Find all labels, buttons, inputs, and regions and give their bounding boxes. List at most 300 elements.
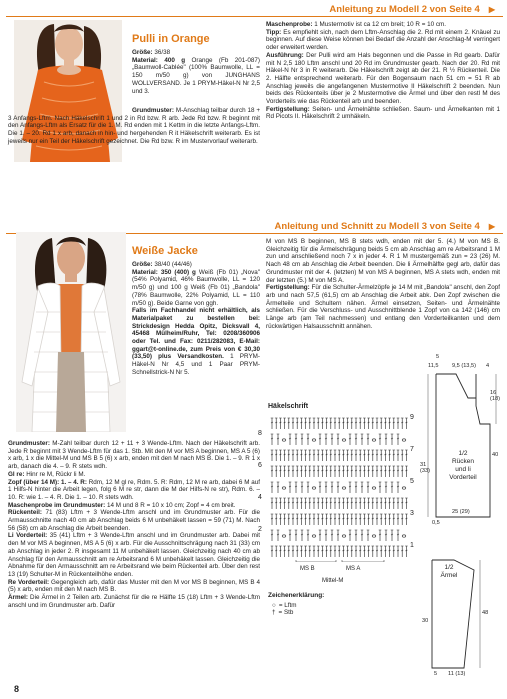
- double-crochet-mark: [405, 546, 408, 557]
- double-crochet-mark: [397, 450, 400, 461]
- double-crochet-mark: [385, 482, 388, 493]
- double-crochet-mark: [367, 546, 370, 557]
- double-crochet-mark: [283, 418, 286, 429]
- back-top-label: 4: [486, 363, 490, 369]
- double-crochet-mark: [393, 466, 396, 477]
- s1c2-finishing: Fertigstellung: Seiten- und Ärmelnähte schließen. Saum- und Ärmelkanten mit 1 Rd Picots II. Häkelschrift 2 umhäkeln.: [266, 105, 500, 121]
- double-crochet-mark: [289, 482, 292, 493]
- double-crochet-mark: [376, 546, 379, 557]
- double-crochet-mark: [325, 434, 328, 445]
- double-crochet-mark: [367, 418, 370, 429]
- chain-stitch-mark: [402, 535, 406, 537]
- double-crochet-mark: [401, 498, 404, 509]
- double-crochet-mark: [279, 418, 282, 429]
- double-crochet-mark: [307, 434, 310, 445]
- double-crochet-mark: [319, 530, 322, 541]
- double-crochet-mark: [292, 418, 295, 429]
- double-crochet-mark: [367, 498, 370, 509]
- double-crochet-mark: [292, 546, 295, 557]
- section2-title: Weiße Jacke: [132, 245, 198, 257]
- double-crochet-mark: [384, 466, 387, 477]
- double-crochet-mark: [367, 482, 370, 493]
- s2c1-order: Falls im Fachhandel nicht erhältlich, als Materialpaket zu bestellen bei: Strickdesign Hedda Opitz, Dicksvall 4, 45468 Mülheim/Ruhr, Tel: 0208/360906 oder Tel. und Fax: 0211/282083, E-Mail: ggart@t-online.de, zum Preis von € 30,30 (33,50) plus Versandkosten. 1 PRYM-Häkel-N Nr 4,5 und 1 Paar PRYM-Schnellstrick-N Nr 5.: [132, 307, 260, 376]
- double-crochet-mark: [388, 514, 391, 525]
- double-crochet-mark: [271, 530, 274, 541]
- double-crochet-mark: [363, 546, 366, 557]
- double-crochet-mark: [309, 498, 312, 509]
- double-crochet-mark: [401, 450, 404, 461]
- double-crochet-mark: [319, 434, 322, 445]
- double-crochet-mark: [275, 514, 278, 525]
- double-crochet-mark: [379, 482, 382, 493]
- s1c1-material: Material: 400 g Orange (Fb 201-087) „Baumwoll-Cablée" (100% Baumwolle, LL = 150 m/50 g) von JUNGHANS WOLLVERSAND. Je 1 PRYM-Häkel-N Nr 2,5 und 3.: [132, 56, 261, 95]
- row-label: 7: [410, 446, 414, 453]
- double-crochet-mark: [331, 434, 334, 445]
- double-crochet-mark: [325, 418, 328, 429]
- double-crochet-mark: [304, 546, 307, 557]
- double-crochet-mark: [397, 498, 400, 509]
- s2-right-front: Re Vorderteil: Gegengleich arb, dafür das Muster mit den M vor MS B beginnen, MS B 4 (5) x arb, enden mit den M nach MS B.: [8, 578, 261, 594]
- chain-stitch-mark: [282, 535, 286, 537]
- double-crochet-mark: [338, 450, 341, 461]
- double-crochet-mark: [388, 450, 391, 461]
- sleeve-piece-label: 1/2 Ärmel: [440, 564, 458, 579]
- double-crochet-mark: [359, 466, 362, 477]
- arrow-right-icon: ▶: [483, 222, 495, 231]
- s1c2-tip: Tipp: Es empfiehlt sich, nach dem Lftm-Anschlag die 2. Rd mit einem 2. Knäuel zu beginnen. Auf diese Weise können bei Bedarf die Anzahl der Anschlag-M verringert oder erweitert werden.: [266, 28, 500, 52]
- double-crochet-mark: [355, 418, 358, 429]
- double-crochet-mark: [363, 514, 366, 525]
- double-crochet-mark: [300, 546, 303, 557]
- double-crochet-mark: [346, 418, 349, 429]
- double-crochet-mark: [301, 530, 304, 541]
- double-crochet-mark: [325, 450, 328, 461]
- section1-header-text: Anleitung zu Modell 2 von Seite 4: [323, 4, 479, 15]
- row-label: 1: [410, 542, 414, 549]
- double-crochet-mark: [405, 514, 408, 525]
- page-number: 8: [14, 684, 20, 694]
- double-crochet-mark: [309, 450, 312, 461]
- double-crochet-mark: [309, 466, 312, 477]
- double-crochet-mark: [300, 466, 303, 477]
- double-crochet-mark: [372, 466, 375, 477]
- double-crochet-mark: [349, 482, 352, 493]
- row-label: 4: [258, 494, 262, 501]
- double-crochet-mark: [279, 514, 282, 525]
- double-crochet-mark: [384, 450, 387, 461]
- double-crochet-mark: [346, 546, 349, 557]
- section1-col2: [266, 21, 500, 121]
- double-crochet-mark: [351, 546, 354, 557]
- double-crochet-mark: [271, 482, 274, 493]
- row-label: 9: [410, 414, 414, 421]
- double-crochet-mark: [288, 498, 291, 509]
- chart-title: Häkelschrift: [268, 403, 309, 410]
- s2-basic-pattern: Grundmuster: M-Zahl teilbar durch 12 + 11 + 3 Wende-Lftm. Nach der Häkelschrift arb. Jede R beginnt mit 3 Wende-Lftm für das 1. Stb. Mit den M vor MS A beginnen, MS A 5 (6) x arb, 1 x die Mittel-M und MS B 5 (6) x arb, enden mit den M nach MS B. Die 1. – 9. R 1 x arb, danach die 4. – 9. R stets wdh.: [8, 440, 260, 471]
- double-crochet-mark: [359, 498, 362, 509]
- arrow-right-icon: ▶: [483, 5, 495, 14]
- double-crochet-mark: [384, 418, 387, 429]
- double-crochet-mark: [295, 434, 298, 445]
- double-crochet-mark: [363, 498, 366, 509]
- s2-cable: Zopf (über 14 M): 1. – 4. R: Rdm, 12 M gl re, Rdm. 5. R: Rdm, 12 M re arb, dabei 6 M auf 1 Hilfs-N hinter die Arbeit legen, folg 6 M re str, dann die M der Hilfs-N re str), Rdm. 6. – 10. R: wie 1. – 4. R. Die 1. – 10. R stets wdh.: [8, 478, 260, 501]
- s2c1-material: Material: 350 (400) g Weiß (Fb 01) „Nova" (54% Polyamid, 46% Baumwolle, LL = 120 m/50 g) und 100 g Weiß (Fb 01) „Bandola" (78% Baumwolle, 22% Polyamid, LL = 110 m/50 g). Beide Garne von ggh.: [132, 268, 260, 307]
- double-crochet-mark: [317, 546, 320, 557]
- sleeve-schematic-labels: [420, 550, 500, 690]
- double-crochet-mark: [275, 418, 278, 429]
- double-crochet-mark: [393, 498, 396, 509]
- double-crochet-mark: [334, 450, 337, 461]
- double-crochet-mark: [351, 466, 354, 477]
- double-crochet-mark: [330, 450, 333, 461]
- double-crochet-mark: [321, 498, 324, 509]
- row-label: 8: [258, 430, 262, 437]
- double-crochet-mark: [317, 418, 320, 429]
- double-crochet-mark: [338, 418, 341, 429]
- double-crochet-mark: [307, 530, 310, 541]
- row-label: 3: [410, 510, 414, 517]
- double-crochet-mark: [372, 498, 375, 509]
- double-crochet-mark: [330, 466, 333, 477]
- double-crochet-mark: [296, 498, 299, 509]
- double-crochet-mark: [313, 498, 316, 509]
- double-crochet-mark: [355, 546, 358, 557]
- double-crochet-mark: [397, 418, 400, 429]
- s1c1-pattern: Grundmuster: M-Anschlag teilbar durch 18 + 3 Anfangs-Lftm. Nach Häkelschrift 1 und 2 in Rd bzw. R arb. Jede Rd bzw. R beginnt mit den Anfangs-Lftm als Ersatz für die 1. M. Rd enden mit 1 Kettm in die letzte Anfangs-Lftm. Die 1. – 20. Rd 1 x arb, danach in hin- und hergehenden R it Häkelschrift weiterarb. Es ist jeweils nur ein Teil der Häkelschrift gezeichnet. Die Rd bzw. R im Mustervorlauf weiterarb.: [8, 107, 261, 145]
- double-crochet-mark: [388, 498, 391, 509]
- double-crochet-mark: [271, 434, 274, 445]
- double-crochet-mark: [309, 546, 312, 557]
- chain-stitch-mark: [402, 487, 406, 489]
- chain-stitch-mark: [342, 439, 346, 441]
- double-crochet-mark: [338, 546, 341, 557]
- double-crochet-mark: [288, 466, 291, 477]
- double-crochet-mark: [359, 450, 362, 461]
- double-crochet-mark: [391, 482, 394, 493]
- double-crochet-mark: [295, 530, 298, 541]
- double-crochet-mark: [393, 514, 396, 525]
- double-crochet-mark: [334, 546, 337, 557]
- double-crochet-mark: [342, 546, 345, 557]
- double-crochet-mark: [325, 482, 328, 493]
- double-crochet-mark: [331, 482, 334, 493]
- double-crochet-mark: [279, 498, 282, 509]
- legend-title: Zeichenerklärung:: [268, 592, 325, 599]
- s2-sleeve: Ärmel: Die Ärmel in 2 Teilen arb. Zunächst für die re Hälfte 15 (18) Lftm + 3 Wende-Lftm anschl und im Grundmuster arb. Dafür: [8, 594, 260, 609]
- double-crochet-mark: [304, 466, 307, 477]
- chain-stitch-mark: [342, 535, 346, 537]
- double-crochet-mark: [349, 530, 352, 541]
- chain-stitch-mark: [342, 487, 346, 489]
- double-crochet-mark: [300, 418, 303, 429]
- back-piece-label: 1/2 Rücken und li Vorderteil: [449, 450, 477, 481]
- double-crochet-mark: [331, 530, 334, 541]
- double-crochet-mark: [372, 546, 375, 557]
- chain-stitch-mark: [312, 487, 316, 489]
- row-label: 2: [258, 526, 262, 533]
- sleeve-right-label: 48: [482, 610, 489, 616]
- double-crochet-mark: [288, 514, 291, 525]
- double-crochet-mark: [330, 514, 333, 525]
- double-crochet-mark: [342, 450, 345, 461]
- double-crochet-mark: [295, 482, 298, 493]
- pattern-repeat-brackets: [296, 560, 384, 562]
- double-crochet-mark: [313, 514, 316, 525]
- double-crochet-mark: [271, 546, 274, 557]
- double-crochet-mark: [334, 514, 337, 525]
- double-crochet-mark: [397, 546, 400, 557]
- chart-row-labels-left: [258, 412, 268, 562]
- double-crochet-mark: [372, 418, 375, 429]
- double-crochet-mark: [279, 466, 282, 477]
- double-crochet-mark: [338, 466, 341, 477]
- double-crochet-mark: [384, 498, 387, 509]
- double-crochet-mark: [300, 498, 303, 509]
- double-crochet-mark: [351, 450, 354, 461]
- chain-stitch-mark: [372, 439, 376, 441]
- double-crochet-mark: [342, 514, 345, 525]
- section1-col1: [132, 49, 260, 95]
- double-crochet-mark: [338, 514, 341, 525]
- double-crochet-mark: [367, 450, 370, 461]
- double-crochet-mark: [359, 546, 362, 557]
- double-crochet-mark: [405, 418, 408, 429]
- double-crochet-mark: [379, 434, 382, 445]
- double-crochet-mark: [275, 498, 278, 509]
- legend: [272, 602, 297, 616]
- double-crochet-mark: [313, 466, 316, 477]
- row-label: 5: [410, 478, 414, 485]
- double-crochet-mark: [401, 514, 404, 525]
- double-crochet-mark: [393, 450, 396, 461]
- mittel-label: Mittel-M: [322, 578, 344, 584]
- double-crochet-mark: [393, 546, 396, 557]
- double-crochet-mark: [279, 450, 282, 461]
- legend-item-chain: ○ = Lftm: [272, 602, 297, 609]
- double-crochet-mark: [391, 530, 394, 541]
- double-crochet-mark: [355, 498, 358, 509]
- double-crochet-mark: [391, 434, 394, 445]
- double-crochet-mark: [397, 482, 400, 493]
- double-crochet-mark: [271, 498, 274, 509]
- double-crochet-mark: [342, 466, 345, 477]
- double-crochet-mark: [342, 418, 345, 429]
- double-crochet-mark: [325, 546, 328, 557]
- section2-col1: [132, 261, 260, 377]
- double-crochet-mark: [393, 418, 396, 429]
- section2-main-text: [8, 440, 260, 609]
- double-crochet-mark: [275, 466, 278, 477]
- double-crochet-mark: [288, 450, 291, 461]
- chain-stitch-mark: [372, 535, 376, 537]
- ms-b-label: MS B: [300, 566, 315, 572]
- double-crochet-icon: †: [272, 609, 276, 616]
- double-crochet-mark: [405, 498, 408, 509]
- s2-gauge: Maschenprobe im Grundmuster: 14 M und 8 R = 10 x 10 cm; Zopf = 4 cm breit.: [8, 501, 236, 509]
- double-crochet-mark: [334, 466, 337, 477]
- double-crochet-mark: [385, 434, 388, 445]
- double-crochet-mark: [361, 482, 364, 493]
- double-crochet-mark: [334, 498, 337, 509]
- double-crochet-mark: [321, 418, 324, 429]
- double-crochet-mark: [301, 482, 304, 493]
- double-crochet-mark: [380, 418, 383, 429]
- double-crochet-mark: [361, 434, 364, 445]
- double-crochet-mark: [321, 514, 324, 525]
- double-crochet-mark: [309, 418, 312, 429]
- s2c1-size: Größe: 38/40 (44/46): [132, 261, 192, 268]
- double-crochet-mark: [376, 466, 379, 477]
- double-crochet-mark: [307, 482, 310, 493]
- double-crochet-mark: [384, 514, 387, 525]
- double-crochet-mark: [363, 466, 366, 477]
- double-crochet-mark: [367, 466, 370, 477]
- double-crochet-mark: [380, 450, 383, 461]
- s2-back: Rückenteil: 71 (83) Lftm + 3 Wende-Lftm anschl und im Grundmuster arb. Für die Armausschnitte nach 40 cm ab Anschlag beids 6 M unbehäkelt lassen = 59 (71) M. Nach 56 (58) cm ab Anschlag die Arbeit beenden.: [8, 509, 260, 532]
- double-crochet-mark: [275, 546, 278, 557]
- double-crochet-mark: [337, 434, 340, 445]
- double-crochet-mark: [346, 450, 349, 461]
- back-schematic-labels: [420, 352, 502, 526]
- double-crochet-mark: [397, 514, 400, 525]
- back-right-label: 40: [492, 452, 499, 458]
- double-crochet-mark: [380, 466, 383, 477]
- double-crochet-mark: [349, 434, 352, 445]
- double-crochet-mark: [283, 498, 286, 509]
- back-top-label: 5: [436, 354, 440, 360]
- double-crochet-mark: [334, 418, 337, 429]
- double-crochet-mark: [351, 514, 354, 525]
- double-crochet-mark: [292, 514, 295, 525]
- double-crochet-mark: [296, 450, 299, 461]
- s2c2-finishing: Fertigstellung: Für die Schulter-Ärmelzöpfe je 14 M mit „Bandola" anschl, den Zopf arb und nach 57,5 (61,5) cm ab Anschlag die Arbeit abk. Den Zopf zwischen die Ärmelteile und Schultern nähen. Ärmel einsetzen, Seiten- und Ärmelnähte schließen. Für die Verschluss- und Ausschnittblende 1 Zopf von ca 142 (146) cm Länge arb (am Teil nachmessen) und entlang den Vorderteilkanten und dem rückwärtigen Halsausschnitt annähen.: [266, 284, 501, 330]
- double-crochet-mark: [296, 514, 299, 525]
- ms-a-label: MS A: [346, 566, 361, 572]
- section1-header: [6, 3, 503, 17]
- double-crochet-mark: [309, 514, 312, 525]
- double-crochet-mark: [376, 450, 379, 461]
- chain-stitch-mark: [282, 487, 286, 489]
- double-crochet-mark: [300, 514, 303, 525]
- double-crochet-mark: [292, 450, 295, 461]
- double-crochet-mark: [313, 546, 316, 557]
- double-crochet-mark: [355, 482, 358, 493]
- double-crochet-mark: [401, 546, 404, 557]
- double-crochet-mark: [330, 498, 333, 509]
- double-crochet-mark: [292, 466, 295, 477]
- double-crochet-mark: [283, 546, 286, 557]
- double-crochet-mark: [301, 434, 304, 445]
- double-crochet-mark: [355, 530, 358, 541]
- double-crochet-mark: [321, 466, 324, 477]
- section1-col1-pattern: [8, 107, 260, 146]
- double-crochet-mark: [271, 466, 274, 477]
- double-crochet-mark: [304, 418, 307, 429]
- s1c2-gauge: Maschenprobe: 1 Mustermotiv ist ca 12 cm breit; 10 R = 10 cm.: [266, 21, 447, 28]
- double-crochet-mark: [355, 466, 358, 477]
- double-crochet-mark: [304, 450, 307, 461]
- legend-item-dc: † = Stb: [272, 609, 294, 616]
- sleeve-bottom-label: 11 (13): [448, 671, 466, 677]
- s2-left-front: Li Vorderteil: 35 (41) Lftm + 3 Wende-Lftm anschl und im Grundmuster arb. Dabei mit den M vor MS A beginnen, MS A 5 (6) x arb. Für die Ausschnittschrägung nach 31 (33) cm ab Anschlag in jeder 2. R insgesamt 11 M unbehäkelt lassen. Gleichzeitig nach 40 cm ab Anschlag für den Armausschnitt am re Arbeitsrand 6 M unbehäkelt lassen. Gleichzeitig die Abnahme für den Armausschnitt am re Arbeitsrand wie beim Rückenteil arb. Über den rest 13 (19) Schulter-M in Rückenteilhöhe enden.: [8, 532, 261, 578]
- double-crochet-mark: [380, 546, 383, 557]
- double-crochet-mark: [330, 418, 333, 429]
- double-crochet-mark: [351, 418, 354, 429]
- double-crochet-mark: [288, 546, 291, 557]
- s2c2-sleeve-cont: M von MS B beginnen, MS B stets wdh, enden mit der 5. (4.) M von MS B. Gleichzeitig für die Ärmelschrägung beids 5 cm ab Anschlag am re Arbeitsrand 1 M zun und anschließend noch 7 x in jeder 4. R 1 M mustergemäß zun = 23 (26) M. Nach 48 cm ab Anschlag die Arbeit beenden. Die li Ärmelhälfte gegl arb, dafür das Grundmuster mit der 4. (letzten) M von MS A beginnen, MS A stets wdh, enden mit der letzten (5.) M von MS A.: [266, 238, 500, 284]
- double-crochet-mark: [363, 418, 366, 429]
- crochet-chart: [266, 412, 416, 562]
- double-crochet-mark: [376, 514, 379, 525]
- section2-photo: [16, 232, 126, 432]
- s1c2-execution: Ausführung: Der Pulli wird am Hals begonnen und die Passe in Rd gearb. Dafür mit N 2,5 180 Lftm anschl und 20 Rd im Grundmuster gearb. Nach der 20. Rd mit Häkel-N Nr 3 in R weiterarb. Die Häkelschrift zeigt ab der 21. R ½ Rückenteil. Die 2. Hälfte entsprechend weiterarb. Für den Bogensaum nach 51 cm = 51 R ab Anschlag jeweils die angefangenen Mustermotive II Häkelschrift 2 beenden. Nun beids des Rückenteils über je 2 Mustermotive die Ärmel und über den restl M des Vorderteils wie das Rückenteil arb und beenden.: [266, 51, 500, 106]
- double-crochet-mark: [401, 418, 404, 429]
- double-crochet-mark: [325, 514, 328, 525]
- double-crochet-mark: [277, 434, 280, 445]
- back-top-label: 9,5 (13,5): [452, 363, 476, 369]
- chain-stitch-mark: [312, 439, 316, 441]
- double-crochet-mark: [288, 418, 291, 429]
- double-crochet-mark: [317, 498, 320, 509]
- back-top-label: 11,5: [428, 363, 439, 369]
- double-crochet-mark: [379, 530, 382, 541]
- double-crochet-mark: [359, 514, 362, 525]
- chain-stitch-mark: [282, 439, 286, 441]
- double-crochet-mark: [321, 450, 324, 461]
- double-crochet-mark: [313, 450, 316, 461]
- double-crochet-mark: [279, 546, 282, 557]
- double-crochet-mark: [296, 546, 299, 557]
- double-crochet-mark: [283, 450, 286, 461]
- double-crochet-mark: [289, 434, 292, 445]
- row-label: 6: [258, 462, 262, 469]
- double-crochet-mark: [271, 418, 274, 429]
- double-crochet-mark: [361, 530, 364, 541]
- double-crochet-mark: [405, 450, 408, 461]
- double-crochet-mark: [313, 418, 316, 429]
- double-crochet-mark: [359, 418, 362, 429]
- double-crochet-mark: [363, 450, 366, 461]
- double-crochet-mark: [367, 530, 370, 541]
- double-crochet-mark: [380, 498, 383, 509]
- double-crochet-mark: [300, 450, 303, 461]
- double-crochet-mark: [367, 514, 370, 525]
- back-bottom-label: 25 (29): [452, 509, 470, 515]
- back-bottom-label: 0,5: [432, 520, 440, 526]
- double-crochet-mark: [275, 450, 278, 461]
- double-crochet-mark: [325, 530, 328, 541]
- double-crochet-mark: [277, 482, 280, 493]
- double-crochet-mark: [283, 466, 286, 477]
- double-crochet-mark: [289, 530, 292, 541]
- double-crochet-mark: [325, 466, 328, 477]
- double-crochet-mark: [283, 514, 286, 525]
- section1-title: Pulli in Orange: [132, 33, 210, 45]
- double-crochet-mark: [388, 466, 391, 477]
- double-crochet-mark: [321, 546, 324, 557]
- double-crochet-mark: [271, 450, 274, 461]
- double-crochet-mark: [304, 514, 307, 525]
- double-crochet-mark: [342, 498, 345, 509]
- double-crochet-mark: [337, 482, 340, 493]
- chain-stitch-icon: ○: [272, 602, 276, 609]
- double-crochet-mark: [277, 530, 280, 541]
- double-crochet-mark: [388, 546, 391, 557]
- double-crochet-mark: [317, 450, 320, 461]
- double-crochet-mark: [351, 498, 354, 509]
- double-crochet-mark: [355, 434, 358, 445]
- double-crochet-mark: [372, 514, 375, 525]
